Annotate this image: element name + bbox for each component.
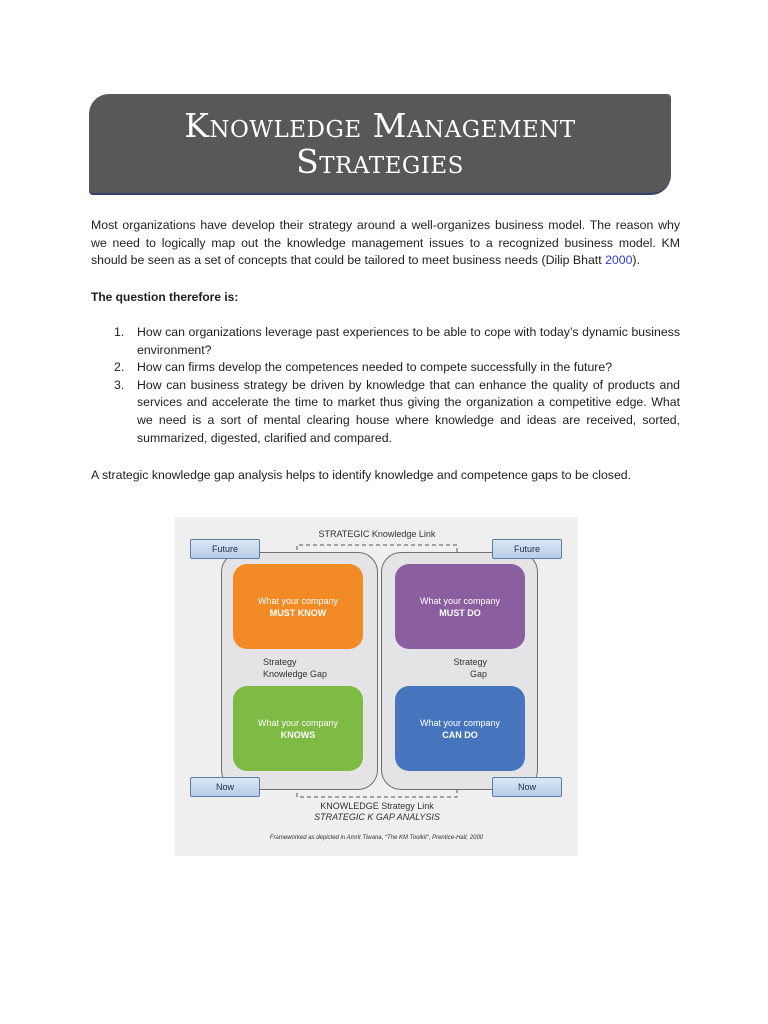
question-text: How can business strategy be driven by knowledge that can enhance the quality of products and services and accelerate the time to market thus giving the organization a competitive edge. What we need is a sort of mental clearing house where knowledge and ideas are received, sorted, summarized, digested, clarified and compared. bbox=[137, 377, 680, 445]
question-number: 1. bbox=[114, 325, 125, 339]
title-banner bbox=[89, 94, 671, 195]
knows-line1: What your company bbox=[257, 717, 339, 728]
question-item bbox=[91, 377, 680, 447]
can-do-box bbox=[395, 686, 525, 771]
gap-analysis-figure bbox=[175, 517, 578, 856]
now-left-tag: Now bbox=[190, 777, 260, 797]
right-gap-line1: Strategy bbox=[453, 657, 487, 667]
must-know-line2: MUST KNOW bbox=[269, 607, 327, 618]
question-text: How can firms develop the competences needed to compete successfully in the future? bbox=[137, 360, 613, 375]
top-link-label: STRATEGIC Knowledge Link bbox=[318, 529, 436, 539]
knows-box bbox=[233, 686, 363, 771]
question-number: 2. bbox=[114, 360, 125, 375]
knows-line2: KNOWS bbox=[280, 729, 316, 740]
right-gap-line2: Gap bbox=[469, 669, 487, 679]
must-know-line1: What your company bbox=[257, 595, 339, 606]
intro-text-end: ). bbox=[632, 253, 640, 268]
future-right-tag: Future bbox=[492, 539, 562, 559]
bottom-link-label: KNOWLEDGE Strategy Link bbox=[320, 801, 434, 811]
left-gap-line1: Strategy bbox=[263, 657, 297, 667]
citation-link[interactable]: 2000 bbox=[605, 253, 633, 268]
now-right-tag: Now bbox=[492, 777, 562, 797]
can-do-line2: CAN DO bbox=[442, 729, 478, 740]
left-gap-line2: Knowledge Gap bbox=[263, 669, 328, 679]
intro-paragraph bbox=[91, 217, 680, 270]
question-item bbox=[91, 324, 680, 359]
question-text: How can organizations leverage past experiences to be able to cope with today’s dynamic business environment? bbox=[137, 325, 680, 357]
question-number: 3. bbox=[114, 377, 125, 392]
figure-credit: Frameworked as depicted in Amrit Tiwana, “The KM Toolkit”, Prentice-Hall, 2000 bbox=[269, 835, 484, 841]
must-do-line2: MUST DO bbox=[439, 607, 481, 618]
figure-subtitle: STRATEGIC K GAP ANALYSIS bbox=[314, 812, 440, 822]
closing-paragraph: A strategic knowledge gap analysis helps to identify knowledge and competence gaps to be closed. bbox=[91, 468, 632, 482]
must-do-line1: What your company bbox=[419, 595, 501, 606]
title-line-1: Knowledge Management bbox=[184, 105, 576, 145]
must-do-box bbox=[395, 564, 525, 649]
question-heading: The question therefore is: bbox=[91, 290, 239, 304]
question-list bbox=[91, 324, 680, 447]
title-line-2: Strategies bbox=[296, 141, 464, 181]
question-item bbox=[91, 359, 680, 377]
left-gap-label bbox=[263, 656, 343, 680]
can-do-line1: What your company bbox=[419, 717, 501, 728]
must-know-box bbox=[233, 564, 363, 649]
right-gap-label bbox=[441, 656, 487, 680]
intro-text: Most organizations have develop their strategy around a well-organizes business model. The reason why we need to logically map out the knowledge management issues to a recognized business model. KM should be seen as a set of concepts that could be tailored to meet business needs (Dilip Bhatt bbox=[91, 218, 680, 268]
future-left-tag: Future bbox=[190, 539, 260, 559]
